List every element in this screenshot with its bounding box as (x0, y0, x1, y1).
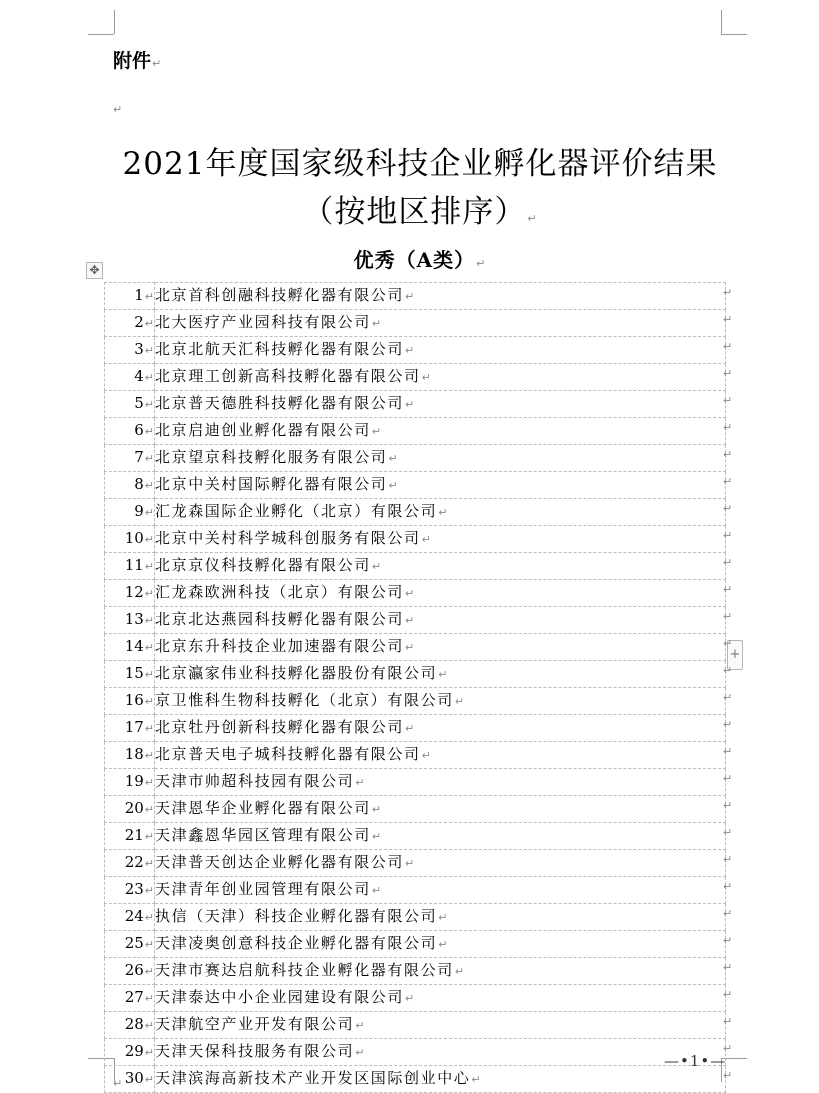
organization-name-cell[interactable] (155, 661, 726, 688)
table-row[interactable] (105, 985, 726, 1012)
table-row[interactable] (105, 850, 726, 877)
paragraph-mark: ↵ (144, 479, 154, 492)
paragraph-mark: ↵ (144, 776, 154, 789)
organization-name-cell[interactable] (155, 634, 726, 661)
add-row-icon[interactable]: + (727, 640, 743, 670)
row-number-cell[interactable] (105, 769, 155, 796)
row-number-cell[interactable] (105, 634, 155, 661)
row-number-cell[interactable] (105, 445, 155, 472)
row-number: 6 (134, 421, 144, 439)
row-number: 9 (134, 502, 144, 520)
organization-name: 汇龙森欧洲科技（北京）有限公司 (155, 583, 405, 601)
organization-name-cell[interactable] (155, 607, 726, 634)
paragraph-mark: ↵ (405, 722, 416, 735)
paragraph-mark: ↵ (371, 830, 383, 843)
paragraph-mark: ↵ (371, 425, 383, 438)
paragraph-mark: ↵ (355, 776, 367, 789)
paragraph-mark: ↵ (144, 749, 154, 762)
paragraph-mark: ↵ (144, 1073, 154, 1086)
row-number: 18 (124, 745, 144, 763)
paragraph-mark: ↵ (144, 911, 154, 924)
row-number: 16 (124, 691, 144, 709)
row-end-mark: ↵ (723, 636, 733, 650)
table-row[interactable] (105, 877, 726, 904)
paragraph-mark: ↵ (438, 938, 450, 951)
empty-paragraph[interactable] (112, 98, 122, 117)
paragraph-mark: ↵ (113, 1077, 123, 1090)
organization-name: 天津青年创业园管理有限公司 (155, 880, 371, 898)
organization-name-cell[interactable] (155, 985, 726, 1012)
paragraph-mark: ↵ (355, 1019, 367, 1032)
organization-name: 天津鑫恩华园区管理有限公司 (155, 826, 371, 844)
row-end-mark: ↵ (723, 852, 733, 866)
paragraph-mark: ↵ (405, 614, 416, 627)
table-row[interactable] (105, 1012, 726, 1039)
row-number-cell[interactable] (105, 904, 155, 931)
paragraph-mark: ↵ (371, 560, 383, 573)
organization-name-cell[interactable] (155, 904, 726, 931)
row-number: 4 (134, 367, 144, 385)
row-number: 28 (124, 1015, 144, 1033)
organization-name-cell[interactable] (155, 688, 726, 715)
row-end-mark: ↵ (723, 906, 733, 920)
organization-name: 北京中关村国际孵化器有限公司 (155, 475, 388, 493)
organization-name: 北京首科创融科技孵化器有限公司 (155, 286, 405, 304)
organization-name: 北京京仪科技孵化器有限公司 (155, 556, 371, 574)
organization-name: 北京牡丹创新科技孵化器有限公司 (155, 718, 405, 736)
table-row[interactable] (105, 931, 726, 958)
paragraph-mark: ↵ (144, 857, 154, 870)
organization-name: 天津普天创达企业孵化器有限公司 (155, 853, 405, 871)
organization-name: 北京瀛家伟业科技孵化器股份有限公司 (155, 664, 438, 682)
row-number-cell[interactable] (105, 553, 155, 580)
row-number: 22 (124, 853, 144, 871)
table-row[interactable] (105, 553, 726, 580)
row-number: 7 (134, 448, 144, 466)
row-number: 11 (124, 556, 144, 574)
paragraph-mark: ↵ (144, 533, 154, 546)
row-number-cell[interactable] (105, 283, 155, 310)
organization-name-cell[interactable] (155, 499, 726, 526)
paragraph-mark: ↵ (144, 317, 154, 330)
row-number-cell[interactable] (105, 337, 155, 364)
organization-name-cell[interactable] (155, 418, 726, 445)
row-number: 17 (124, 718, 144, 736)
row-number-cell[interactable] (105, 742, 155, 769)
paragraph-mark: ↵ (438, 911, 450, 924)
incubator-table[interactable] (104, 282, 726, 1093)
row-number-cell[interactable] (105, 526, 155, 553)
organization-name: 天津泰达中小企业园建设有限公司 (155, 988, 405, 1006)
table-row[interactable] (105, 526, 726, 553)
row-number-cell[interactable] (105, 661, 155, 688)
organization-name: 天津市帅超科技园有限公司 (155, 772, 355, 790)
paragraph-mark: ↵ (113, 103, 123, 116)
organization-name-cell[interactable] (155, 364, 726, 391)
table-row[interactable] (105, 661, 726, 688)
paragraph-mark: ↵ (144, 344, 154, 357)
paragraph-mark: ↵ (144, 587, 154, 600)
row-number: 24 (124, 907, 144, 925)
row-end-mark: ↵ (723, 933, 733, 947)
row-end-mark: ↵ (723, 582, 733, 596)
table-row[interactable] (105, 904, 726, 931)
row-end-mark: ↵ (723, 474, 733, 488)
organization-name: 天津天保科技服务有限公司 (155, 1042, 355, 1060)
paragraph-mark: ↵ (454, 965, 466, 978)
page-number: —•1•— (664, 1052, 727, 1070)
table-move-handle-icon[interactable]: ✥ (86, 262, 103, 279)
organization-name-cell[interactable] (155, 472, 726, 499)
row-number-cell[interactable] (105, 310, 155, 337)
row-end-mark: ↵ (723, 717, 733, 731)
paragraph-mark: ↵ (388, 479, 400, 492)
paragraph-mark: ↵ (144, 722, 154, 735)
organization-name-cell[interactable] (155, 580, 726, 607)
row-end-mark: ↵ (723, 312, 733, 326)
organization-name-cell[interactable] (155, 823, 726, 850)
row-number-cell[interactable] (105, 877, 155, 904)
row-end-mark: ↵ (723, 393, 733, 407)
organization-name-cell[interactable] (155, 553, 726, 580)
organization-name: 天津凌奥创意科技企业孵化器有限公司 (155, 934, 438, 952)
organization-name: 北京普天德胜科技孵化器有限公司 (155, 394, 405, 412)
row-number-cell[interactable] (105, 850, 155, 877)
table-row[interactable] (105, 310, 726, 337)
organization-name-cell[interactable] (155, 931, 726, 958)
table-row[interactable] (105, 364, 726, 391)
paragraph-mark: ↵ (438, 668, 450, 681)
organization-name-cell[interactable] (155, 445, 726, 472)
paragraph-mark: ↵ (405, 587, 416, 600)
row-number-cell[interactable] (105, 796, 155, 823)
paragraph-mark: ↵ (144, 965, 154, 978)
row-number: 5 (134, 394, 144, 412)
row-number-cell[interactable] (105, 715, 155, 742)
paragraph-mark: ↵ (144, 992, 154, 1005)
paragraph-mark: ↵ (144, 560, 154, 573)
paragraph-mark: ↵ (421, 533, 433, 546)
row-end-mark: ↵ (723, 339, 733, 353)
paragraph-mark: ↵ (454, 695, 466, 708)
paragraph-mark: ↵ (144, 371, 154, 384)
row-number-cell[interactable] (105, 931, 155, 958)
table-row[interactable] (105, 580, 726, 607)
paragraph-mark: ↵ (144, 614, 154, 627)
table-row[interactable] (105, 445, 726, 472)
row-end-mark: ↵ (723, 420, 733, 434)
paragraph-mark: ↵ (405, 857, 416, 870)
organization-name: 天津恩华企业孵化器有限公司 (155, 799, 371, 817)
paragraph-mark: ↵ (438, 506, 450, 519)
organization-name: 北大医疗产业园科技有限公司 (155, 313, 371, 331)
row-number: 2 (134, 313, 144, 331)
paragraph-mark: ↵ (527, 212, 538, 225)
organization-name: 北京北达燕园科技孵化器有限公司 (155, 610, 405, 628)
table-row[interactable] (105, 391, 726, 418)
row-number-cell[interactable] (105, 1012, 155, 1039)
paragraph-mark: ↵ (388, 452, 400, 465)
row-number-cell[interactable] (105, 688, 155, 715)
row-number: 20 (124, 799, 144, 817)
row-end-mark: ↵ (723, 447, 733, 461)
row-number-cell[interactable] (105, 391, 155, 418)
attachment-label[interactable]: 附件↵ (113, 50, 162, 72)
row-number: 26 (124, 961, 144, 979)
organization-name-cell[interactable] (155, 1066, 726, 1093)
organization-name: 天津市赛达启航科技企业孵化器有限公司 (155, 961, 454, 979)
row-number: 15 (124, 664, 144, 682)
organization-name-cell[interactable] (155, 769, 726, 796)
paragraph-mark: ↵ (144, 506, 154, 519)
paragraph-mark: ↵ (405, 641, 416, 654)
table-row[interactable] (105, 1066, 726, 1093)
organization-name-cell[interactable] (155, 1039, 726, 1066)
table-row[interactable] (105, 715, 726, 742)
organization-name: 执信（天津）科技企业孵化器有限公司 (155, 907, 438, 925)
table-row[interactable] (105, 742, 726, 769)
table-row[interactable] (105, 796, 726, 823)
row-number: 13 (124, 610, 144, 628)
row-end-mark: ↵ (723, 960, 733, 974)
paragraph-mark: ↵ (144, 668, 154, 681)
paragraph-mark: ↵ (144, 398, 154, 411)
row-end-mark: ↵ (723, 771, 733, 785)
row-number: 27 (124, 988, 144, 1006)
row-end-mark: ↵ (723, 690, 733, 704)
row-end-mark: ↵ (723, 609, 733, 623)
organization-name-cell[interactable] (155, 526, 726, 553)
organization-name: 北京普天电子城科技孵化器有限公司 (155, 745, 421, 763)
table-row[interactable] (105, 607, 726, 634)
crop-mark-top-right (721, 10, 722, 34)
paragraph-mark: ↵ (405, 290, 416, 303)
organization-name-cell[interactable] (155, 742, 726, 769)
row-number: 8 (134, 475, 144, 493)
table-row[interactable] (105, 418, 726, 445)
paragraph-mark: ↵ (371, 884, 383, 897)
section-heading[interactable]: 优秀（A类）↵ (353, 248, 487, 272)
organization-name-cell[interactable] (155, 877, 726, 904)
row-end-mark: ↵ (723, 987, 733, 1001)
row-number: 23 (124, 880, 144, 898)
table-row[interactable] (105, 823, 726, 850)
row-end-mark: ↵ (723, 663, 733, 677)
organization-name-cell[interactable] (155, 850, 726, 877)
paragraph-mark: ↵ (421, 749, 433, 762)
table-row[interactable] (105, 472, 726, 499)
row-number: 10 (124, 529, 144, 547)
paragraph-mark: ↵ (152, 57, 162, 70)
table-row[interactable] (105, 499, 726, 526)
row-number-cell[interactable] (105, 823, 155, 850)
row-number: 30 (124, 1069, 144, 1087)
organization-name: 北京东升科技企业加速器有限公司 (155, 637, 405, 655)
row-end-mark: ↵ (723, 528, 733, 542)
row-number-cell[interactable] (105, 580, 155, 607)
crop-mark-top-left (114, 10, 115, 34)
paragraph-mark: ↵ (371, 803, 383, 816)
row-end-mark: ↵ (723, 1068, 733, 1082)
table-row[interactable] (105, 634, 726, 661)
organization-name: 京卫惟科生物科技孵化（北京）有限公司 (155, 691, 454, 709)
crop-mark-top-left (88, 34, 114, 35)
organization-name: 北京中关村科学城科创服务有限公司 (155, 529, 421, 547)
row-number-cell[interactable] (105, 364, 155, 391)
crop-mark-top-right (721, 34, 747, 35)
table-row[interactable] (105, 769, 726, 796)
row-number: 1 (134, 286, 144, 304)
paragraph-mark: ↵ (421, 371, 433, 384)
paragraph-mark: ↵ (144, 1046, 154, 1059)
paragraph-mark: ↵ (144, 803, 154, 816)
paragraph-mark: ↵ (355, 1046, 367, 1059)
organization-name-cell[interactable] (155, 283, 726, 310)
organization-name: 北京北航天汇科技孵化器有限公司 (155, 340, 405, 358)
paragraph-mark: ↵ (144, 830, 154, 843)
document-title-region-note[interactable]: （按地区排序）↵ (302, 194, 538, 230)
row-number-cell[interactable] (105, 1039, 155, 1066)
table-row[interactable] (105, 337, 726, 364)
row-end-mark: ↵ (723, 798, 733, 812)
table-row[interactable] (105, 958, 726, 985)
table-row[interactable] (105, 283, 726, 310)
organization-name-cell[interactable] (155, 796, 726, 823)
row-number-cell[interactable] (105, 985, 155, 1012)
row-number: 19 (124, 772, 144, 790)
paragraph-mark: ↵ (144, 695, 154, 708)
organization-name-cell[interactable] (155, 1012, 726, 1039)
row-end-mark: ↵ (723, 285, 733, 299)
paragraph-mark: ↵ (471, 1073, 483, 1086)
organization-name: 天津滨海高新技术产业开发区国际创业中心 (155, 1069, 471, 1087)
row-number-cell[interactable] (105, 418, 155, 445)
row-number-cell[interactable] (105, 499, 155, 526)
row-number-cell[interactable] (105, 607, 155, 634)
paragraph-mark: ↵ (144, 938, 154, 951)
row-end-mark: ↵ (723, 825, 733, 839)
paragraph-mark: ↵ (405, 344, 416, 357)
organization-name: 北京启迪创业孵化器有限公司 (155, 421, 371, 439)
organization-name-cell[interactable] (155, 391, 726, 418)
row-end-mark: ↵ (723, 1041, 733, 1055)
row-end-mark: ↵ (723, 879, 733, 893)
row-end-mark: ↵ (723, 555, 733, 569)
paragraph-mark: ↵ (371, 317, 383, 330)
row-end-mark: ↵ (723, 501, 733, 515)
row-number: 12 (124, 583, 144, 601)
paragraph-mark: ↵ (405, 398, 416, 411)
organization-name: 汇龙森国际企业孵化（北京）有限公司 (155, 502, 438, 520)
row-end-mark: ↵ (723, 1014, 733, 1028)
organization-name-cell[interactable] (155, 310, 726, 337)
row-number: 21 (124, 826, 144, 844)
organization-name: 北京望京科技孵化服务有限公司 (155, 448, 388, 466)
paragraph-mark: ↵ (144, 290, 154, 303)
paragraph-mark: ↵ (476, 257, 487, 270)
row-number: 29 (124, 1042, 144, 1060)
paragraph-mark: ↵ (144, 884, 154, 897)
organization-name: 天津航空产业开发有限公司 (155, 1015, 355, 1033)
row-number-cell[interactable] (105, 472, 155, 499)
organization-name-cell[interactable] (155, 958, 726, 985)
paragraph-mark: ↵ (405, 992, 416, 1005)
organization-name-cell[interactable] (155, 715, 726, 742)
paragraph-mark: ↵ (144, 452, 154, 465)
organization-name: 北京理工创新高科技孵化器有限公司 (155, 367, 421, 385)
table-row[interactable] (105, 688, 726, 715)
row-number-cell[interactable] (105, 958, 155, 985)
row-number: 25 (124, 934, 144, 952)
table-row[interactable] (105, 1039, 726, 1066)
end-paragraph[interactable] (112, 1072, 122, 1091)
row-number: 14 (124, 637, 144, 655)
paragraph-mark: ↵ (144, 641, 154, 654)
row-end-mark: ↵ (723, 744, 733, 758)
paragraph-mark: ↵ (144, 425, 154, 438)
document-title[interactable]: 2021年度国家级科技企业孵化器评价结果 (122, 146, 718, 182)
organization-name-cell[interactable] (155, 337, 726, 364)
paragraph-mark: ↵ (144, 1019, 154, 1032)
row-end-mark: ↵ (723, 366, 733, 380)
row-number: 3 (134, 340, 144, 358)
